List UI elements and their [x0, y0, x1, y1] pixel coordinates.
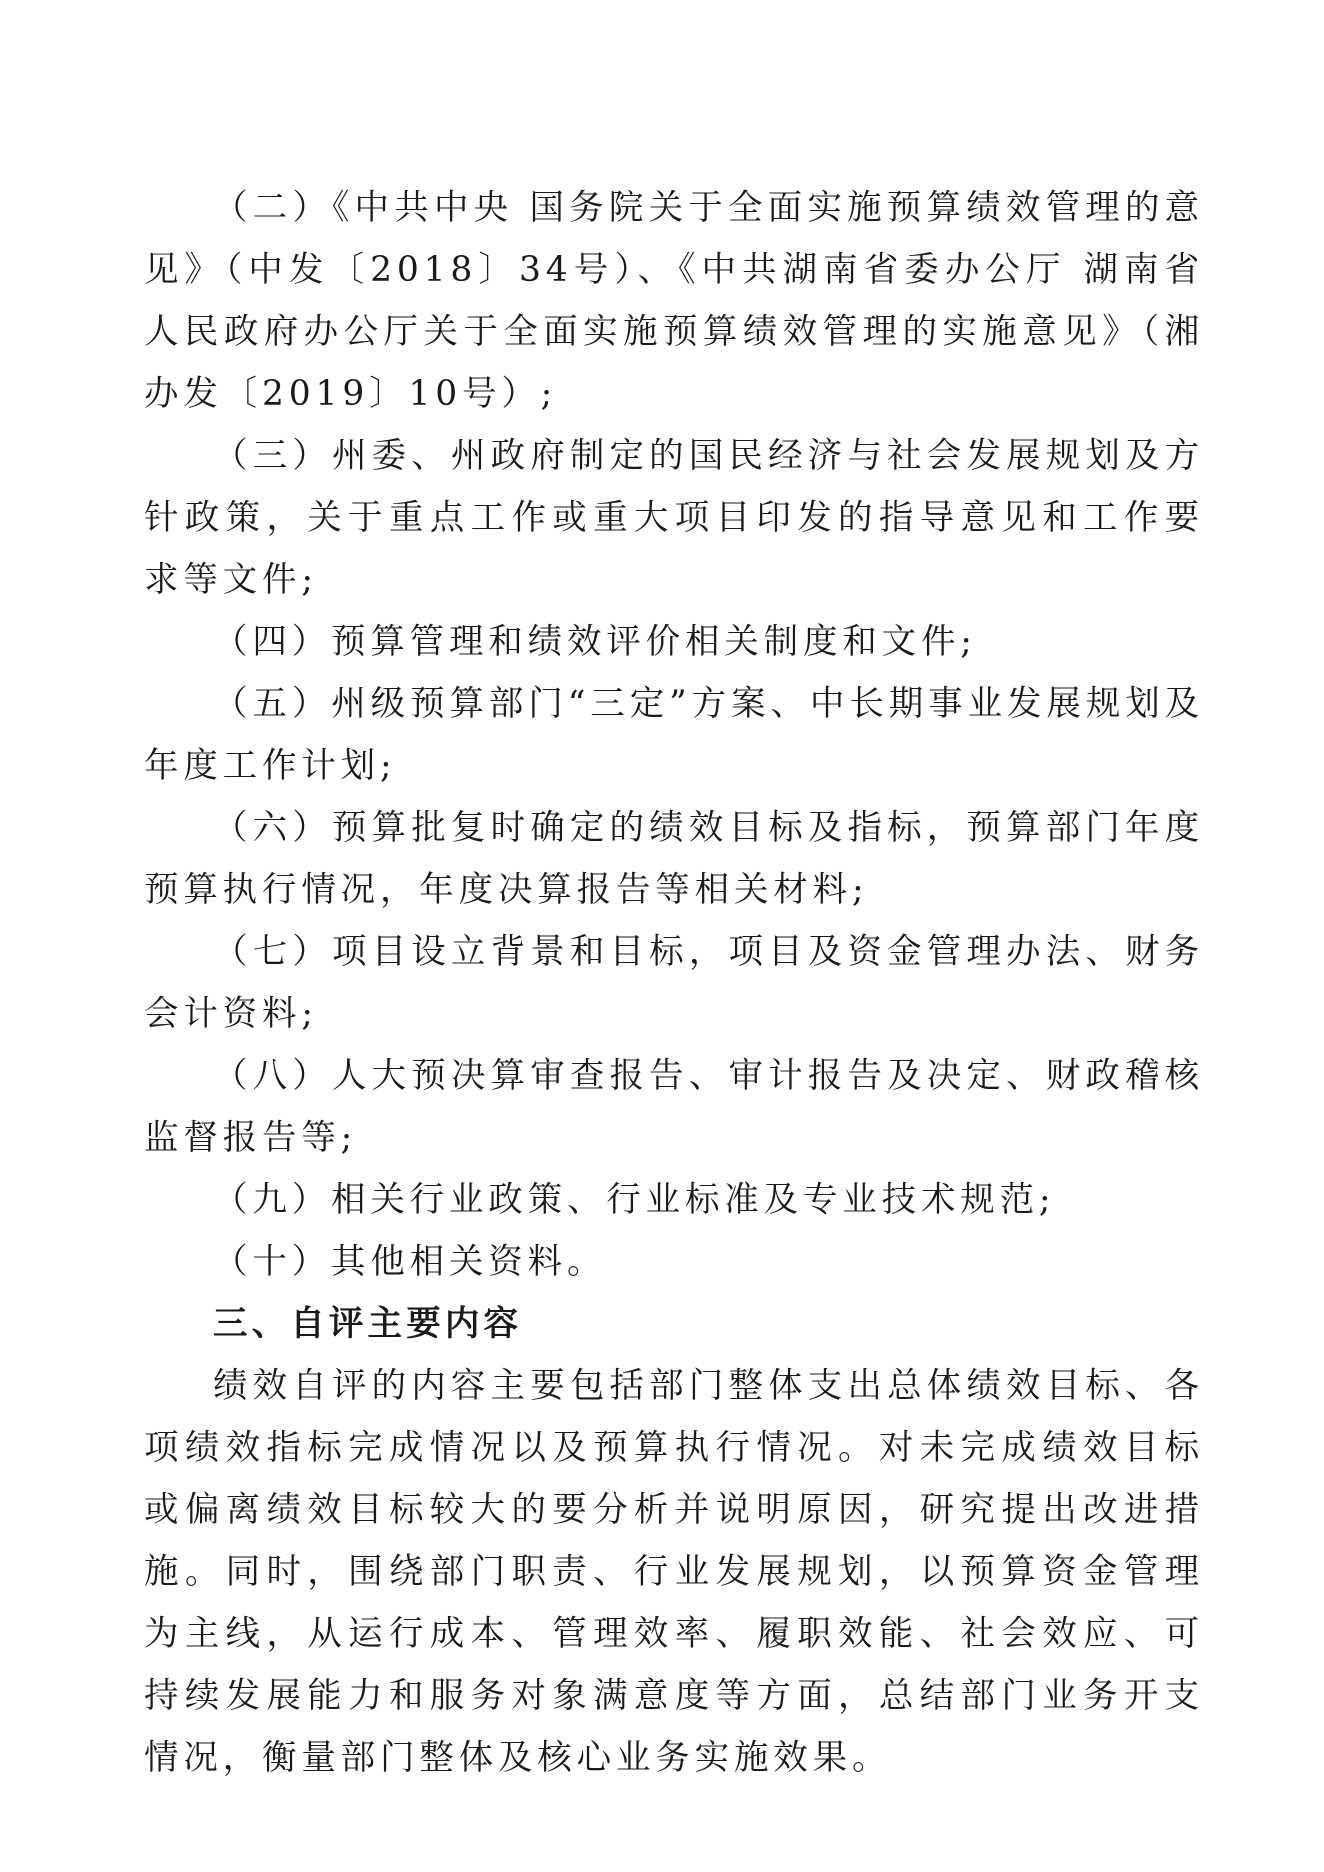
document-body [144, 177, 1204, 1789]
basis-item-9: （九）相关行业政策、行业标准及专业技术规范; [213, 1180, 1056, 1220]
section-heading: 三、自评主要内容 [213, 1304, 523, 1344]
basis-item-7: （七）项目设立背景和目标，项目及资金管理办法、财务会计资料; [144, 932, 1204, 1034]
basis-item-4: （四）预算管理和绩效评价相关制度和文件; [213, 622, 977, 662]
basis-item-8: （八）人大预决算审查报告、审计报告及决定、财政稽核监督报告等; [144, 1056, 1204, 1158]
basis-item-10: （十）其他相关资料。 [213, 1242, 607, 1282]
basis-item-2: （二）《中共中央 国务院关于全面实施预算绩效管理的意见》（中发〔2018〕34号）、《中共湖南省委办公厅 湖南省人民政府办公厅关于全面实施预算绩效管理的实施意见》（湘办发〔2019〕10号）; [144, 188, 1204, 414]
section-body: 绩效自评的内容主要包括部门整体支出总体绩效目标、各项绩效指标完成情况以及预算执行情况。对未完成绩效目标或偏离绩效目标较大的要分析并说明原因，研究提出改进措施。同时，围绕部门职责、行业发展规划，以预算资金管理为主线，从运行成本、管理效率、履职效能、社会效应、可持续发展能力和服务对象满意度等方面，总结部门业务开支情况，衡量部门整体及核心业务实施效果。 [144, 1366, 1204, 1778]
basis-item-3: （三）州委、州政府制定的国民经济与社会发展规划及方针政策，关于重点工作或重大项目印发的指导意见和工作要求等文件; [144, 436, 1204, 600]
basis-item-6: （六）预算批复时确定的绩效目标及指标，预算部门年度预算执行情况，年度决算报告等相关材料; [144, 808, 1204, 910]
basis-item-5: （五）州级预算部门“三定”方案、中长期事业发展规划及年度工作计划; [144, 684, 1204, 786]
